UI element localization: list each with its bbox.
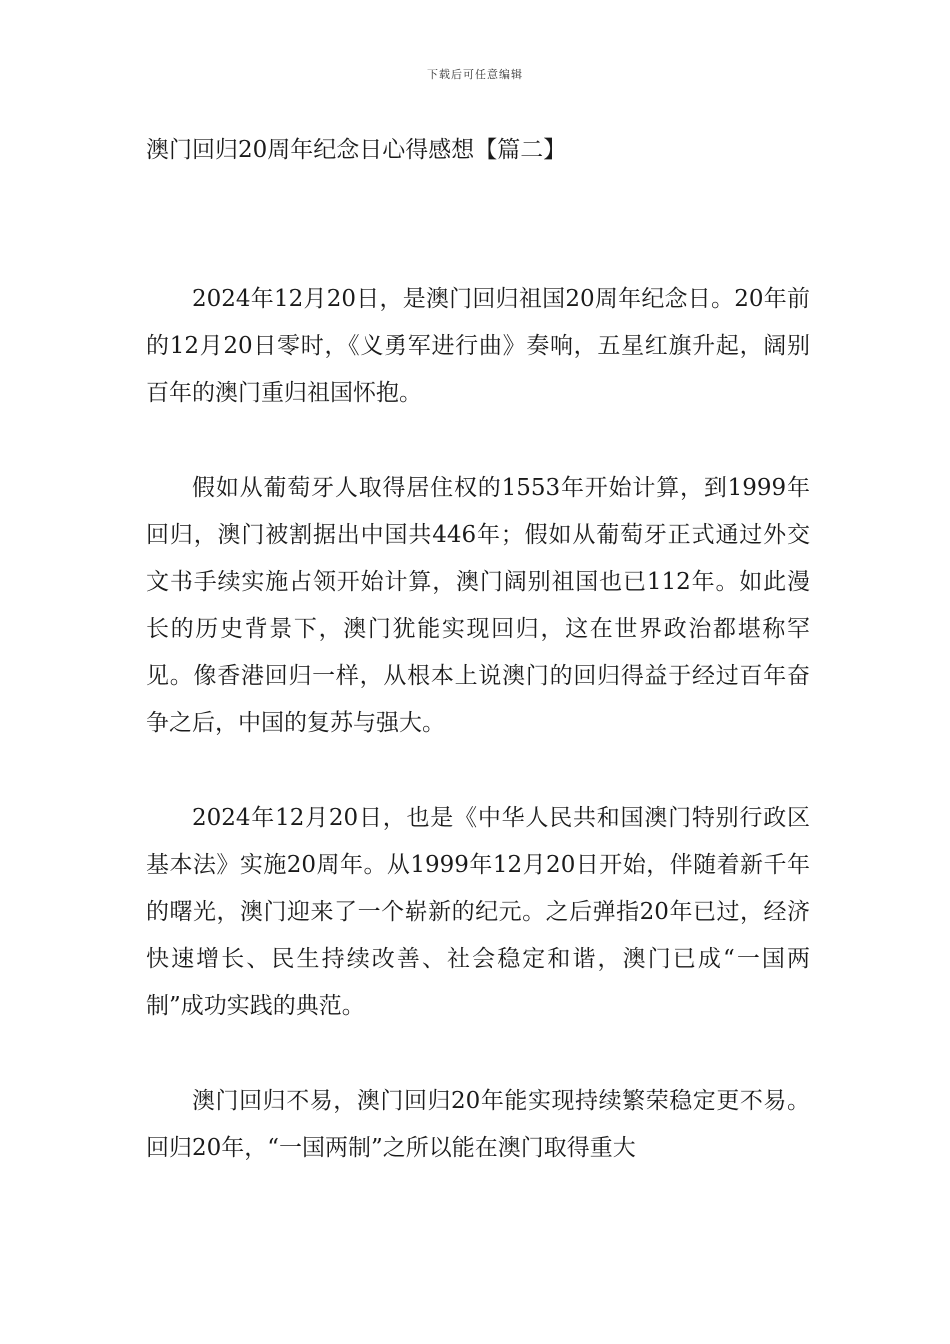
document-title: 澳门回归20周年纪念日心得感想【篇二】 [146, 137, 567, 163]
header-note: 下载后可任意编辑 [427, 68, 523, 81]
document-body [146, 276, 810, 1220]
paragraph-3: 2024年12月20日，也是《中华人民共和国澳门特别行政区基本法》实施20周年。从1999年12月20日开始，伴随着新千年的曙光，澳门迎来了一个崭新的纪元。之后弹指20年已过，经济快速增长、民生持续改善、社会稳定和谐，澳门已成“一国两制”成功实践的典范。 [146, 805, 810, 1019]
paragraph-4: 澳门回归不易，澳门回归20年能实现持续繁荣稳定更不易。回归20年，“一国两制”之所以能在澳门取得重大 [146, 1088, 810, 1161]
paragraph-2: 假如从葡萄牙人取得居住权的1553年开始计算，到1999年回归，澳门被割据出中国共446年；假如从葡萄牙正式通过外交文书手续实施占领开始计算，澳门阔别祖国也已112年。如此漫长的历史背景下，澳门犹能实现回归，这在世界政治都堪称罕见。像香港回归一样，从根本上说澳门的回归得益于经过百年奋争之后，中国的复苏与强大。 [146, 475, 810, 736]
paragraph-1: 2024年12月20日，是澳门回归祖国20周年纪念日。20年前的12月20日零时，《义勇军进行曲》奏响，五星红旗升起，阔别百年的澳门重归祖国怀抱。 [146, 286, 810, 406]
